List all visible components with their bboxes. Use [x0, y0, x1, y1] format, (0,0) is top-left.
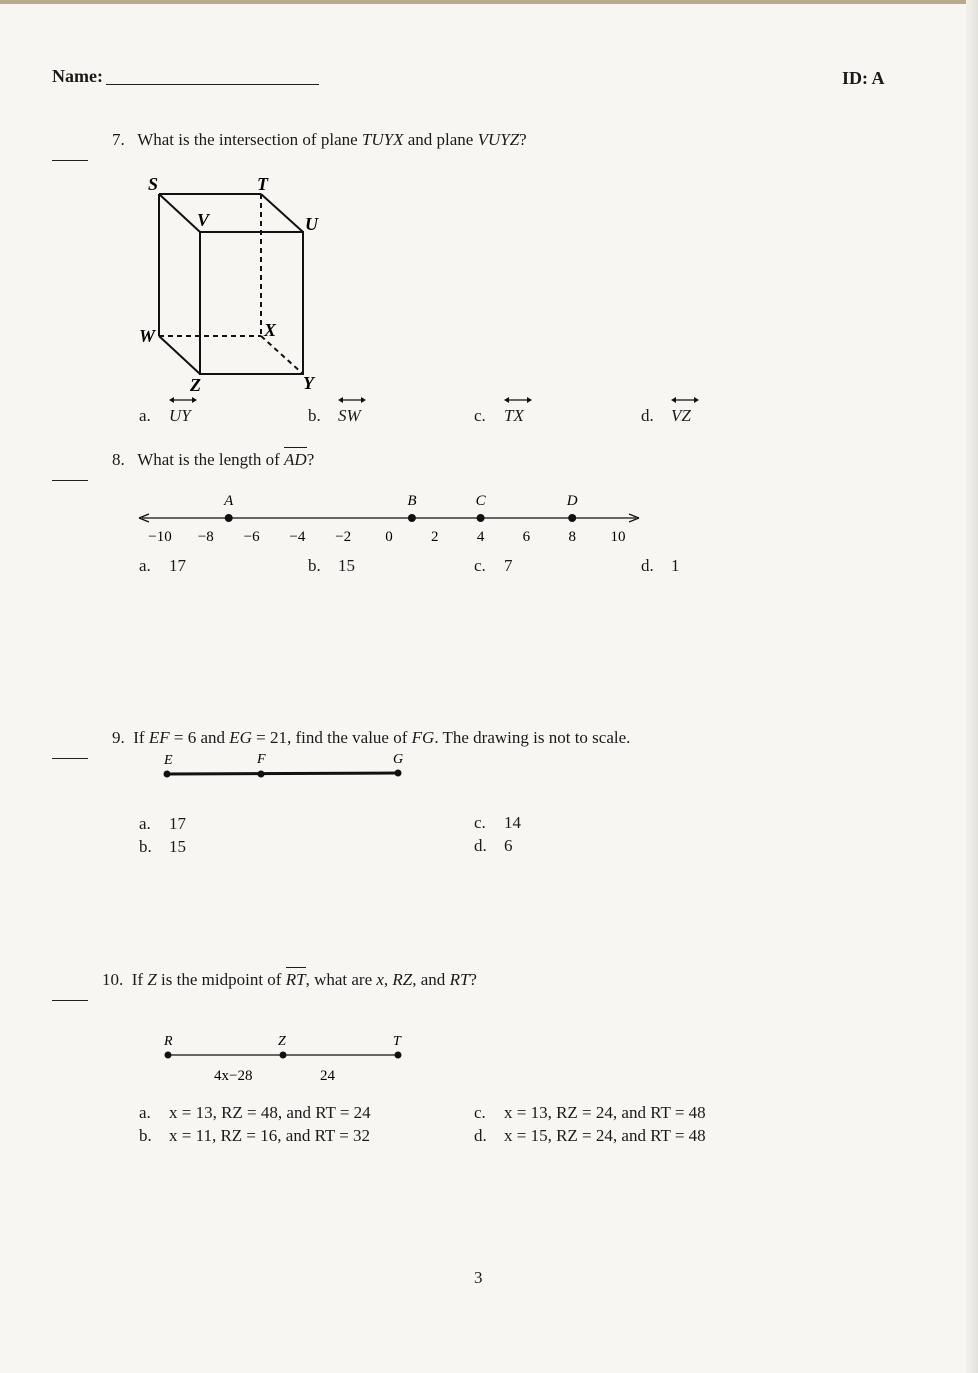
vertex-label-t: T	[257, 174, 268, 194]
point-label-b: B	[407, 493, 417, 509]
vertex-label-x: X	[264, 320, 277, 340]
q8-choice-c[interactable]: c. 7	[474, 556, 513, 575]
prism-edge-tu	[261, 194, 303, 232]
q8-choice-a[interactable]: a. 17	[139, 556, 186, 575]
point-label-z: Z	[278, 1034, 286, 1049]
segment-efg-figure	[155, 748, 415, 784]
point-b	[408, 514, 416, 522]
point-r	[165, 1052, 172, 1059]
q7-choice-c[interactable]: c. TX	[474, 406, 524, 426]
q7-choice-a[interactable]: a. UY	[139, 406, 191, 426]
question-8-text: 8. What is the length of AD?	[112, 450, 315, 469]
prism-hidden-xy	[261, 336, 303, 374]
tick-label: 4	[476, 529, 485, 545]
point-label-f: F	[257, 752, 266, 767]
question-7-text: 7. What is the intersection of plane TUYX and plane VUYZ?	[112, 130, 527, 149]
question-number: 9.	[112, 728, 125, 747]
vertex-label-y: Y	[303, 373, 314, 393]
point-label-c: C	[475, 493, 486, 509]
vertex-label-w: W	[139, 326, 156, 346]
point-label-a: A	[224, 493, 234, 509]
tick-label: 6	[522, 529, 531, 545]
segment-label-zt: 24	[320, 1068, 335, 1084]
tick-label: 2	[431, 529, 439, 545]
number-line-ticks	[148, 529, 625, 545]
number-line	[130, 488, 660, 550]
vertex-label-s: S	[148, 174, 159, 194]
paper-top-edge	[0, 0, 978, 4]
question-10-text: 10. If Z is the midpoint of RT, what are x, RZ, and RT?	[102, 970, 477, 989]
point-e	[164, 771, 171, 778]
tick-label: −2	[335, 529, 352, 545]
page-number: 3	[474, 1268, 483, 1287]
segment-rzt-figure	[155, 1030, 415, 1088]
q9-choice-c[interactable]: c. 14	[474, 813, 521, 832]
point-g	[395, 770, 402, 777]
answer-blank-q9[interactable]	[52, 746, 88, 764]
tick-label: −6	[243, 529, 260, 545]
prism-front-face	[200, 232, 303, 374]
point-c	[477, 514, 485, 522]
question-number: 10.	[102, 970, 124, 989]
segment-label-rz: 4x−28	[214, 1068, 253, 1084]
q7-choice-b[interactable]: b. SW	[308, 406, 361, 426]
point-label-t: T	[393, 1034, 401, 1049]
prism-edge-wz	[159, 336, 200, 374]
line-arrow-icon	[503, 395, 533, 405]
q10-choice-b[interactable]: b. x = 11, RZ = 16, and RT = 32	[139, 1126, 371, 1145]
q8-choice-d[interactable]: d. 1	[641, 556, 680, 575]
question-number: 7.	[112, 130, 125, 149]
tick-label: 0	[385, 529, 393, 545]
q9-choice-b[interactable]: b. 15	[139, 837, 186, 856]
prism-figure	[130, 170, 330, 400]
id-label: ID: A	[842, 68, 885, 88]
q10-choice-d[interactable]: d. x = 15, RZ = 24, and RT = 48	[474, 1126, 706, 1145]
point-d	[568, 514, 576, 522]
prism-edge-sv	[159, 194, 200, 232]
vertex-label-z: Z	[190, 375, 201, 395]
line-arrow-icon	[337, 395, 367, 405]
name-line[interactable]	[106, 84, 319, 85]
vertex-label-u: U	[305, 214, 318, 234]
point-label-g: G	[393, 752, 404, 767]
name-label: Name:	[52, 66, 103, 86]
q8-choice-b[interactable]: b. 15	[308, 556, 355, 575]
tick-label: −10	[148, 529, 172, 545]
tick-label: 8	[568, 529, 576, 545]
answer-blank-q10[interactable]	[52, 988, 88, 1006]
segment-eg	[167, 773, 398, 774]
point-z	[280, 1052, 287, 1059]
tick-label: 10	[610, 529, 626, 545]
q9-choice-d[interactable]: d. 6	[474, 836, 513, 855]
line-arrow-icon	[670, 395, 700, 405]
point-label-r: R	[164, 1034, 173, 1049]
question-9-text: 9. If EF = 6 and EG = 21, find the value of FG. The drawing is not to scale.	[112, 728, 631, 747]
q10-choice-c[interactable]: c. x = 13, RZ = 24, and RT = 48	[474, 1103, 706, 1122]
q10-choice-a[interactable]: a. x = 13, RZ = 48, and RT = 24	[139, 1103, 371, 1122]
point-f	[258, 771, 265, 778]
q9-choice-a[interactable]: a. 17	[139, 814, 186, 833]
answer-blank-q7[interactable]	[52, 148, 88, 166]
point-label-d: D	[566, 493, 578, 509]
answer-blank-q8[interactable]	[52, 468, 88, 486]
paper-right-edge	[966, 0, 978, 1373]
line-arrow-icon	[168, 395, 198, 405]
point-t	[395, 1052, 402, 1059]
tick-label: −8	[197, 529, 214, 545]
point-label-e: E	[164, 753, 173, 768]
question-number: 8.	[112, 450, 125, 469]
q7-choice-d[interactable]: d. VZ	[641, 406, 691, 426]
vertex-label-v: V	[197, 210, 210, 230]
point-a	[225, 514, 233, 522]
tick-label: −4	[289, 529, 306, 545]
